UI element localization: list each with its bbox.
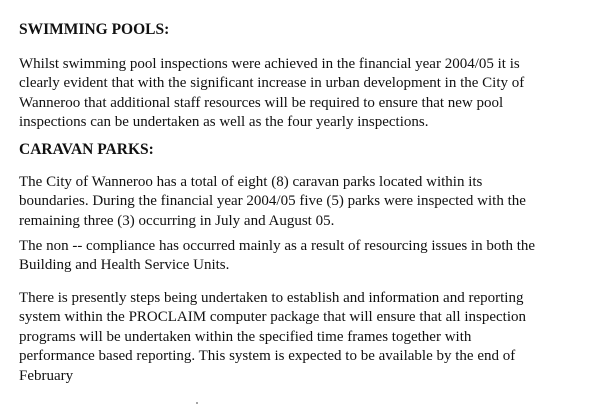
- paragraph-line: The non -- compliance has occurred mainly as a result of resourcing issues in both the: [19, 238, 536, 254]
- paragraph-line: performance based reporting. This system is expected to be available by the end of: [19, 348, 516, 365]
- heading-swimming-pools-text: SWIMMING POOLS:: [19, 21, 170, 38]
- paragraph-swimming-pools: [19, 55, 524, 133]
- paragraph-caravan-parks-intro: [19, 173, 526, 231]
- heading-caravan-parks-text: CARAVAN PARKS:: [19, 141, 154, 158]
- paragraph-line: boundaries. During the financial year 2004/05 five (5) parks were inspected with the: [19, 193, 526, 210]
- heading-swimming-pools: [19, 21, 169, 39]
- paragraph-line: clearly evident that with the significant increase in urban development in the City of: [19, 75, 525, 92]
- paragraph-line: Whilst swimming pool inspections were achieved in the financial year 2004/05 it is: [19, 56, 520, 72]
- paragraph-line: There is presently steps being undertaken to establish and information and reporting: [19, 290, 524, 306]
- paragraph-line: system within the PROCLAIM computer package that will ensure that all inspection: [19, 309, 526, 326]
- paragraph-line: The City of Wanneroo has a total of eight (8) caravan parks located within its: [19, 174, 483, 190]
- paragraph-line: programs will be undertaken within the specified time frames together with: [19, 328, 472, 345]
- scan-speck: [196, 402, 198, 404]
- paragraph-line: Building and Health Service Units.: [19, 257, 230, 274]
- paragraph-line: Wanneroo that additional staff resources will be required to ensure that new pool: [19, 94, 504, 111]
- paragraph-line: inspections can be undertaken as well as the four yearly inspections.: [19, 114, 429, 131]
- paragraph-line: February: [19, 367, 74, 384]
- paragraph-proclaim-system: [19, 289, 526, 386]
- paragraph-non-compliance: [19, 237, 535, 276]
- heading-caravan-parks: [19, 141, 154, 159]
- paragraph-line: remaining three (3) occurring in July and August 05.: [19, 212, 335, 229]
